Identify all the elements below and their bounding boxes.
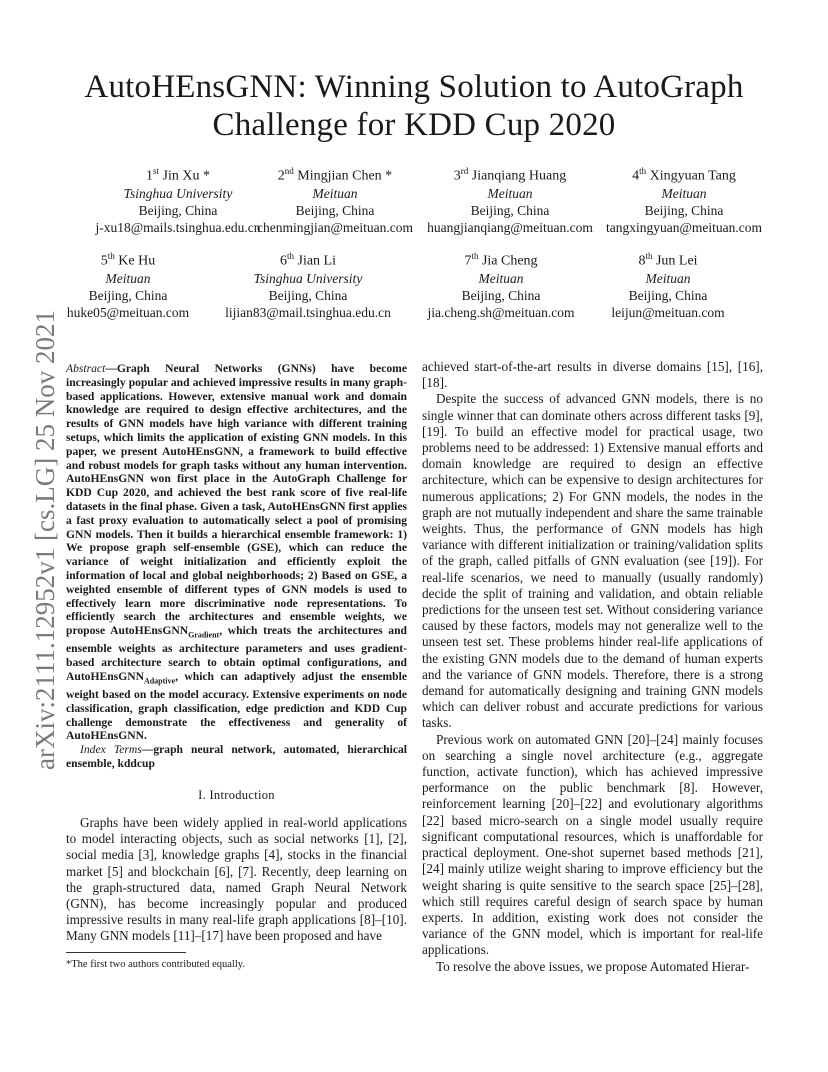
abstract: Abstract—Graph Neural Networks (GNNs) have become increasingly popular and achieved impressive results in many graph-based applications. However, extensive manual work and domain knowledge are required to design effective architectures, and the results of GNN models have high variance with different training setups, which limits the application of existing GNN models. In this paper, we present AutoHEnsGNN, a framework to build effective and robust models for graph tasks without any human intervention. AutoHEnsGNN won first place in the AutoGraph Challenge for KDD Cup 2020, and achieved the best rank score of five real-life datasets in the final phase. Given a task, AutoHEnsGNN first applies a fast proxy evaluation to automatically select a pool of promising GNN models. Then it builds a hierarchical ensemble framework: 1) We propose graph self-ensemble (GSE), which can reduce the variance of weight initialization and efficiently exploit the information of local and global neighborhoods; 2) Based on GSE, a weighted ensemble of different types of GNN models is used to effectively learn more discriminative node representations. To efficiently search the architectures and ensemble weights, we propose AutoHEnsGNN$_{Gradient}$, which treats the architectures and ensemble weights as architecture parameters and uses gradient-based architecture search to obtain optimal configurations, and AutoHEnsGNN$_{Adaptive}$, which can adaptively adjust the ensemble weight based on the model accuracy. Extensive experiments on node classification, graph classification, edge prediction and KDD Cup challenge demonstrate the effectiveness and generality of AutoHEnsGNN. <box>66 362 407 743</box>
paragraph: Previous work on automated GNN [20]–[24] mainly focuses on searching a single novel architecture (e.g., aggregate function, activate function), which has achieved impressive performance on the public benchmark [8]. However, reinforcement learning [20]–[22] and evolutionary algorithms [22] based micro-search on a single model usually require significant computational resources, which is unaffordable for practical deployment. One-shot supernet based methods [21], [24] mainly utilize weight sharing to improve efficiency but the weight sharing is quite sensitive to the search space [25]–[28], which still requires careful design of search space by human experts. In addition, existing work does not consider the variance of the GNN model, which is important for real-life applications. <box>422 731 763 958</box>
title-line-1: AutoHEnsGNN: Winning Solution to AutoGraph <box>84 69 744 105</box>
author-email: tangxingyuan@meituan.com <box>605 219 763 235</box>
author-affiliation: Meituan <box>105 270 151 286</box>
index-terms: Index Terms—graph neural network, automated, hierarchical ensemble, kddcup <box>66 743 407 770</box>
author-email: jia.cheng.sh@meituan.com <box>427 304 575 320</box>
intro-paragraph: Graphs have been widely applied in real-world applications to model interacting objects, such as social networks [1], [2], social media [3], knowledge graphs [4], stocks in the financial market [5] and blockchain [6], [7]. Recently, deep learning on the graph-structured data, named Graph Neural Network (GNN), has become increasingly popular and produced impressive results in many real-life graph applications [8]–[10]. Many GNN models [11]–[17] have been proposed and have <box>66 814 407 944</box>
author-city: Beijing, China <box>644 202 724 218</box>
author-affiliation: Tsinghua University <box>123 185 233 201</box>
paragraph: achieved start-of-the-art results in diverse domains [15], [16], [18]. <box>422 359 763 391</box>
paper-title <box>0 68 828 144</box>
right-column <box>422 359 763 975</box>
footnote-rule <box>66 952 186 953</box>
paragraph: To resolve the above issues, we propose Automated Hierar- <box>436 958 750 974</box>
title-line-2: Challenge for KDD Cup 2020 <box>212 107 616 143</box>
author-name: 4th Xingyuan Tang <box>632 166 736 184</box>
author-block-4 <box>584 163 784 236</box>
author-city: Beijing, China <box>628 287 708 303</box>
paragraph: Despite the success of advanced GNN models, there is no single winner that can dominate others across different tasks [9], [19]. To build an effective model for practical usage, two problems need to be addressed: 1) Extensive manual efforts and domain knowledge are required to design an effective architecture, which can be expensive to design architectures for numerous applications; 2) For GNN models, the nodes in the graph are not mutually independent and share the same trainable weights. Thus, the performance of GNN models has high variance with different initialization or training/validation splits of the graph, called pitfalls of GNN evaluation (see [19]). For real-life scenarios, we need to manually (usually randomly) decide the split of training and validation, and obtain reliable predictions for the unseen test set. Without considering variance caused by these factors, models may not generalize well to the unseen test set. These problems hinder real-life applications of the existing GNN models due to the demand of human experts and the variance of GNN models. Therefore, there is a strong demand for automatically designing and training GNN models which can deliver robust and accurate predictions for various tasks. <box>422 391 763 731</box>
author-name: 2nd Mingjian Chen * <box>277 166 393 184</box>
author-city: Beijing, China <box>470 202 550 218</box>
section-heading-introduction: I. Introduction <box>198 787 275 802</box>
author-affiliation: Meituan <box>478 270 524 286</box>
author-city: Beijing, China <box>88 287 168 303</box>
author-city: Beijing, China <box>268 287 348 303</box>
author-affiliation: Tsinghua University <box>253 270 363 286</box>
author-city: Beijing, China <box>295 202 375 218</box>
footnote: *The first two authors contributed equally. <box>66 959 245 970</box>
author-name: 5th Ke Hu <box>100 251 156 269</box>
author-email: chenmingjian@meituan.com <box>256 219 413 235</box>
author-affiliation: Meituan <box>487 185 533 201</box>
author-email: lijian83@mail.tsinghua.edu.cn <box>225 304 391 320</box>
author-block-3 <box>410 163 610 236</box>
author-email: leijun@meituan.com <box>611 304 725 320</box>
author-email: huangjianqiang@meituan.com <box>427 219 593 235</box>
author-block-2 <box>235 163 435 236</box>
author-name: 1st Jin Xu * <box>146 166 210 184</box>
author-city: Beijing, China <box>461 287 541 303</box>
author-affiliation: Meituan <box>312 185 358 201</box>
author-name: 7th Jia Cheng <box>464 251 538 269</box>
author-affiliation: Meituan <box>645 270 691 286</box>
left-column <box>66 362 407 945</box>
arxiv-side-label: arXiv:2111.12952v1 [cs.LG] 25 Nov 2021 <box>30 310 60 770</box>
author-name: 3rd Jianqiang Huang <box>453 166 567 184</box>
author-block-6 <box>208 248 408 321</box>
author-email: huke05@meituan.com <box>66 304 190 320</box>
author-affiliation: Meituan <box>661 185 707 201</box>
author-email: j-xu18@mails.tsinghua.edu.cn <box>95 219 261 235</box>
author-block-8 <box>568 248 768 321</box>
author-city: Beijing, China <box>138 202 218 218</box>
author-name: 8th Jun Lei <box>638 251 698 269</box>
author-block-5 <box>28 248 228 321</box>
author-name: 6th Jian Li <box>279 251 336 269</box>
